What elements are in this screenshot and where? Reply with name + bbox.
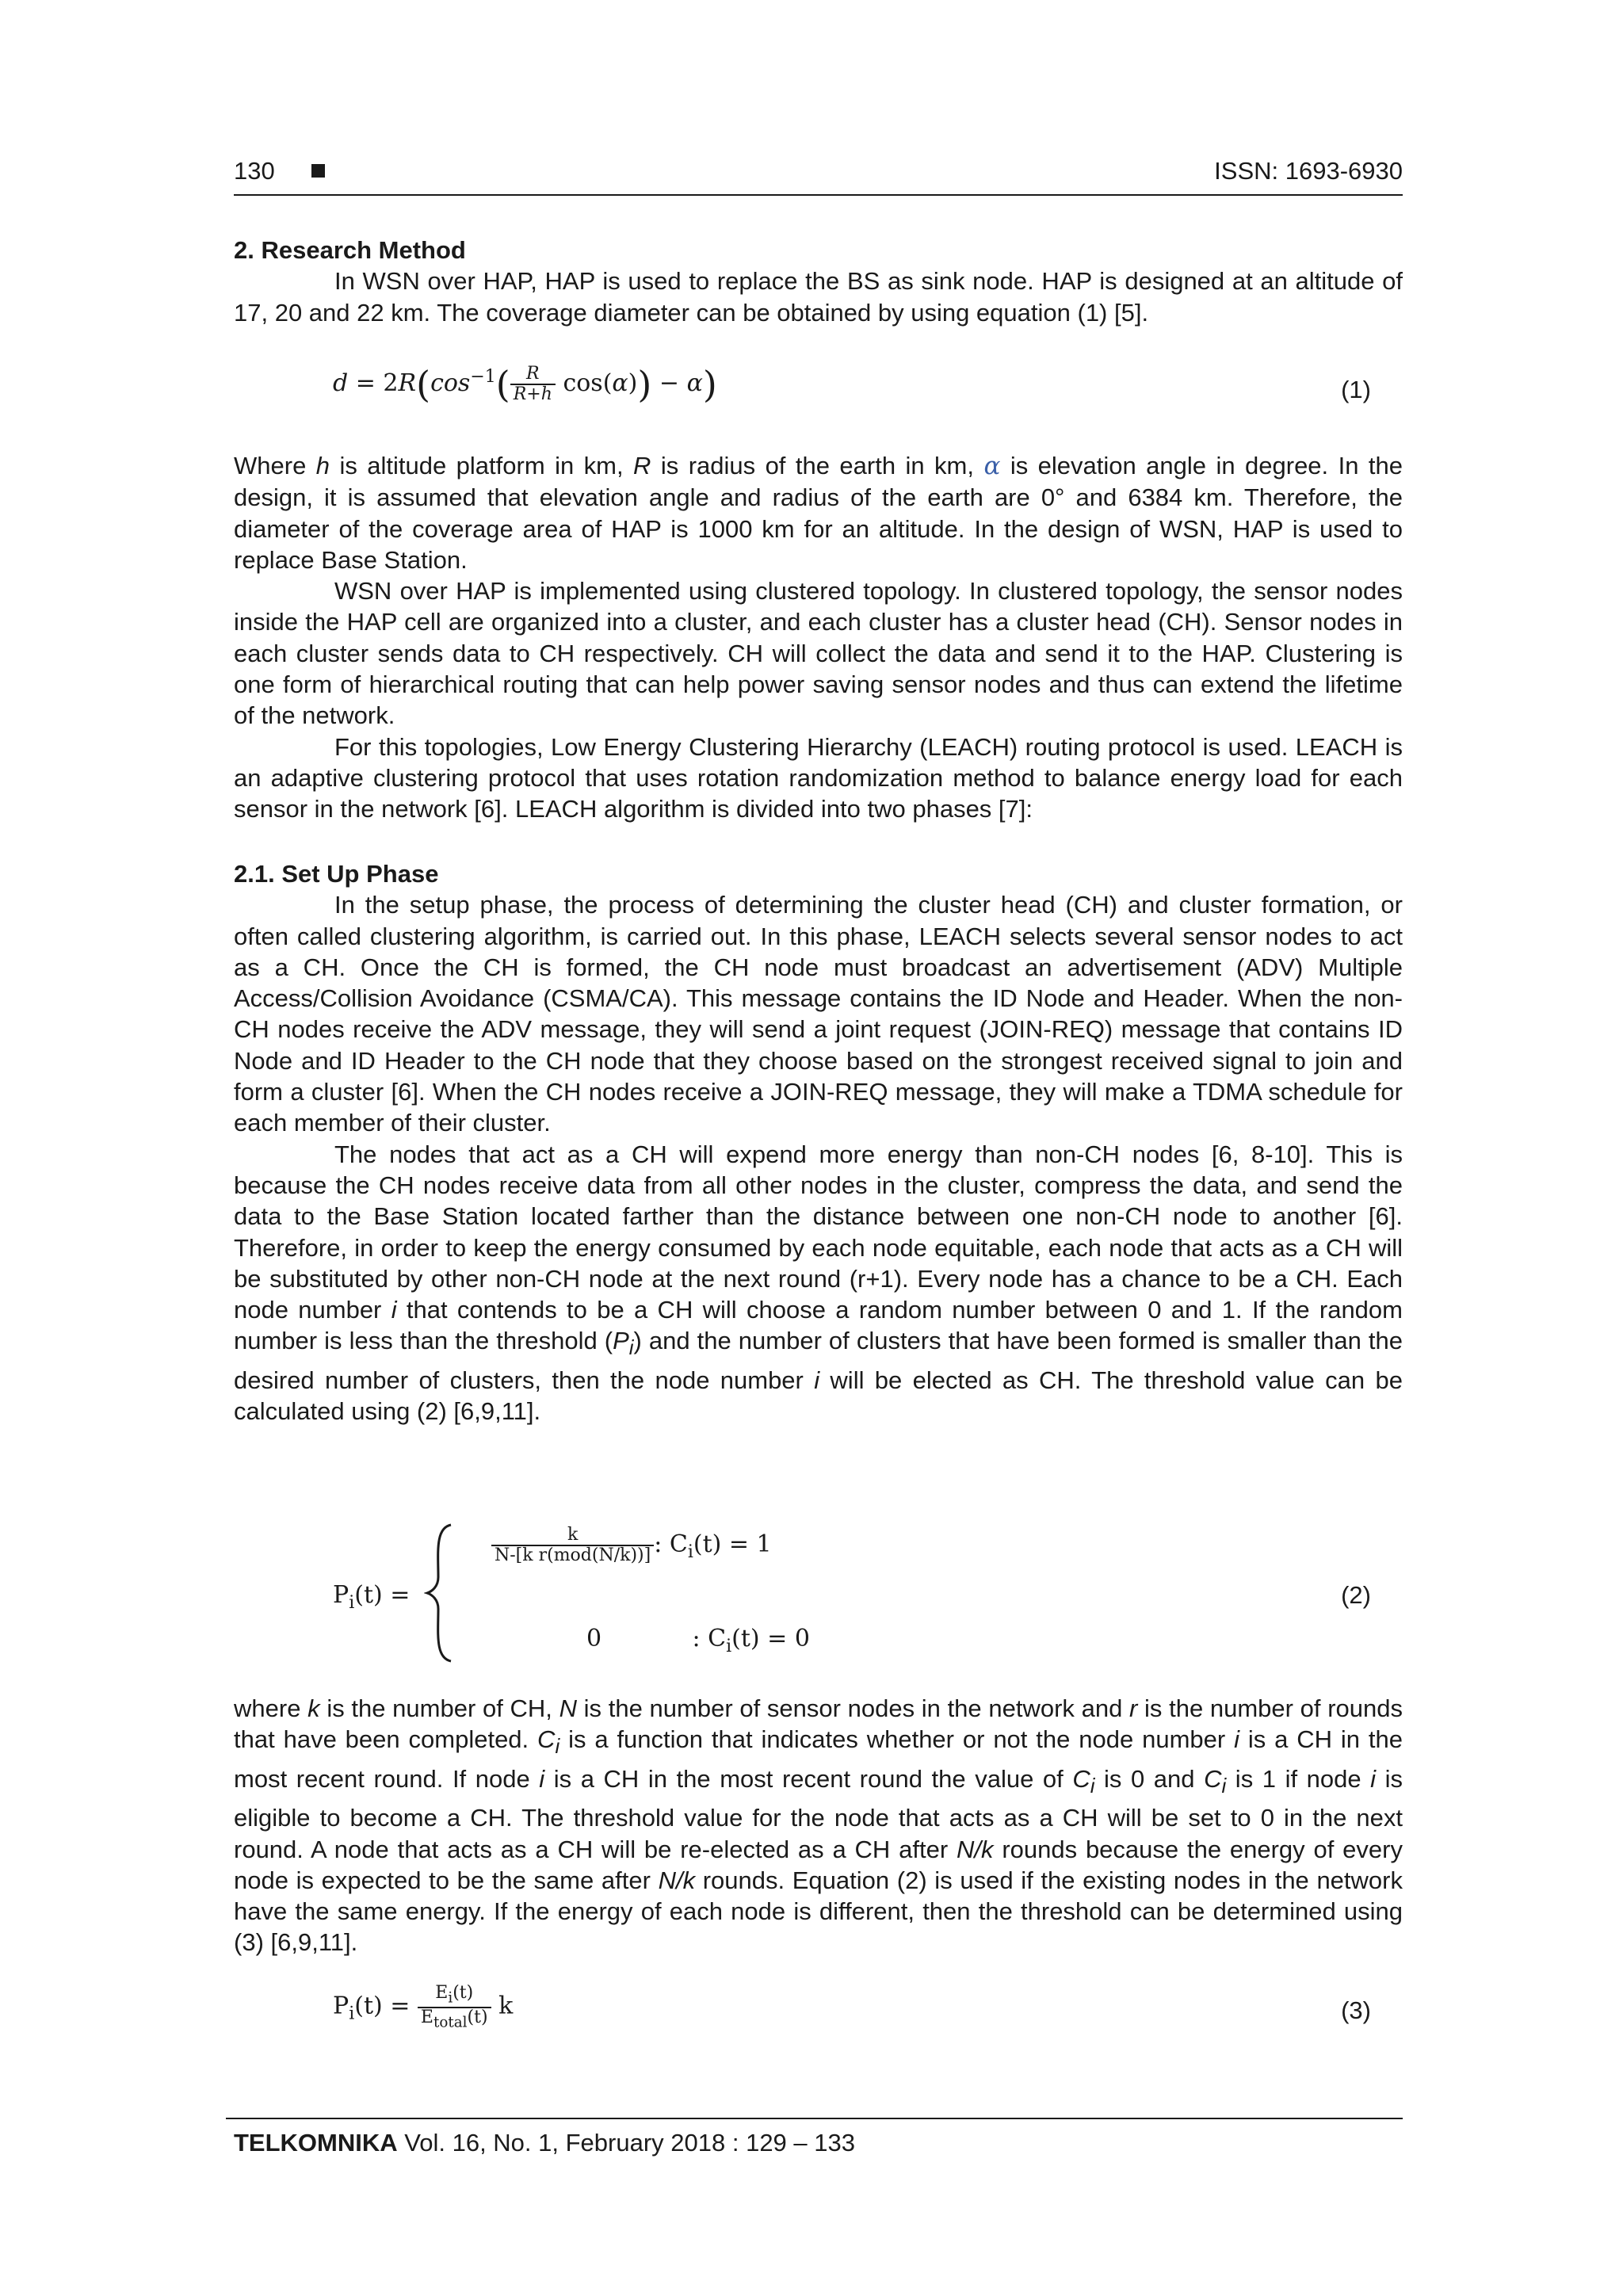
equation-2-case-1: $\frac{k}{\text{N-[k r(mod(N/k))]}}$ : $C_i(t) = 1$	[491, 1526, 772, 1565]
section-setup-phase-body	[234, 1693, 1403, 1958]
equation-2-case-2: 0 : $C_i(t) = 0$	[586, 1625, 810, 1656]
footer-citation	[234, 2129, 855, 2157]
paragraph: WSN over HAP is implemented using clustered topology. In clustered topology, the sensor nodes inside the HAP cell are organized into a cluster, and each cluster has a cluster head (CH). Sensor nodes in each cluster sends data to CH respectively. CH will collect the data and send it to the HAP. Clustering is one form of hierarchical routing that can help power saving sensor nodes and thus can extend the lifetime of the network.	[234, 577, 1403, 730]
page-number: 130	[234, 157, 275, 185]
page-header	[234, 157, 1403, 193]
equation-2-lhs: $P_i(t)$ =	[333, 1581, 411, 1613]
journal-details: Vol. 16, No. 1, February 2018 : 129 – 133	[397, 2129, 855, 2157]
equation-3: $P_i(t)$ = $\frac{E_i(t)}{E_{total}(t)}$ k	[333, 1983, 514, 2030]
equation-1-label: (1)	[1341, 376, 1371, 403]
section-research-method-body	[234, 450, 1403, 825]
square-bullet-icon	[311, 164, 325, 178]
paragraph: Where h is altitude platform in km, R is radius of the earth in km, α is elevation angle in degree. In the design, it is assumed that elevation angle and radius of the earth are 0° and 6384 km. Therefore, the diameter of the coverage area of HAP is 1000 km for an altitude. In the design of WSN, HAP is used to replace Base Station.	[234, 452, 1403, 574]
paragraph: In the setup phase, the process of determining the cluster head (CH) and cluster formation, or often called clustering algorithm, is carried out. In this phase, LEACH selects several sensor nodes to act as a CH. Once the CH is formed, the CH node must broadcast an advertisement (ADV) Multiple Access/Collision Avoidance (CSMA/CA). This message contains the ID Node and Header. When the non-CH nodes receive the ADV message, they will send a joint request (JOIN-REQ) message that contains ID Node and ID Header to the CH node that they choose based on the strongest received signal to join and form a cluster [6]. When the CH nodes receive a JOIN-REQ message, they will make a TDMA schedule for each member of their cluster.	[234, 891, 1403, 1137]
section-research-method	[234, 235, 1403, 328]
alpha-symbol-icon: α	[983, 452, 1001, 480]
footer-rule	[226, 2118, 1403, 2119]
issn: ISSN: 1693-6930	[1214, 157, 1403, 185]
section-title: 2. Research Method	[234, 236, 466, 264]
left-brace-icon	[424, 1522, 456, 1664]
section-setup-phase	[234, 858, 1403, 1427]
paragraph: In WSN over HAP, HAP is used to replace the BS as sink node. HAP is designed at an altitude of 17, 20 and 22 km. The coverage diameter can be obtained by using equation (1) [5].	[234, 267, 1403, 327]
equation-2-label: (2)	[1341, 1581, 1371, 1609]
header-rule	[234, 194, 1403, 196]
equation-3-label: (3)	[1341, 1996, 1371, 2024]
equation-1: $d = 2R(\cos^{-1}$( $\frac{R}{R+h}$ cos(α)) − α)	[333, 363, 717, 406]
journal-name: TELKOMNIKA	[234, 2129, 398, 2157]
paragraph: where k is the number of CH, N is the number of sensor nodes in the network and r is the number of rounds that have been completed. $C_i$ is a function that indicates whether or not the node number i is a CH in the most recent round. If node i is a CH in the most recent round the value of $C_i$ is 0 and $C_i$ is 1 if node i is eligible to become a CH. The threshold value for the node that acts as a CH will be set to 0 in the next round. A node that acts as a CH will be re-elected as a CH after N/k rounds because the energy of every node is expected to be the same after N/k rounds. Equation (2) is used if the existing nodes in the network have the same energy. If the energy of each node is different, then the threshold can be determined using (3) [6,9,11].	[234, 1694, 1403, 1957]
section-title: 2.1. Set Up Phase	[234, 860, 439, 888]
paragraph: For this topologies, Low Energy Clustering Hierarchy (LEACH) routing protocol is used. LEACH is an adaptive clustering protocol that uses rotation randomization method to balance energy load for each sensor in the network [6]. LEACH algorithm is divided into two phases [7]:	[234, 732, 1403, 823]
paragraph: The nodes that act as a CH will expend more energy than non-CH nodes [6, 8-10]. This is because the CH nodes receive data from all other nodes in the cluster, compress the data, and send the data to the Base Station located farther than the distance between one non-CH node to another [6]. Therefore, in order to keep the energy consumed by each node equitable, each node that acts as a CH will be substituted by other non-CH node at the next round (r+1). Every node has a chance to be a CH. Each node number i that contends to be a CH will choose a random number between 0 and 1. If the random number is less than the threshold $(P_i)$ and the number of clusters that have been formed is smaller than the desired number of clusters, then the node number i will be elected as CH. The threshold value can be calculated using (2) [6,9,11].	[234, 1140, 1403, 1426]
